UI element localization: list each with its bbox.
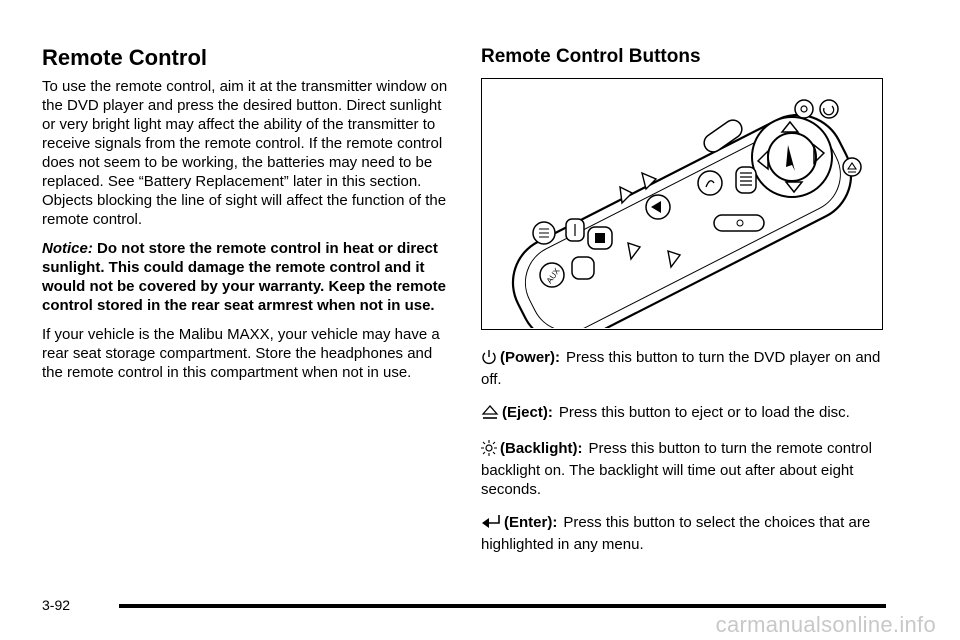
power-item <box>481 348 901 389</box>
notice-label: Notice: <box>42 240 93 257</box>
storage-paragraph: If your vehicle is the Malibu MAXX, your vehicle may have a rear seat storage compartment. Store the headphones and the remote control in this compartment when not in use. <box>42 326 440 381</box>
eject-button <box>843 158 861 176</box>
notice-text: Do not store the remote control in heat or direct sunlight. This could damage the remote control and it would not be covered by your warranty. Keep the remote control stored in the rear seat armrest when not in use. <box>42 240 446 314</box>
power-button <box>820 100 838 118</box>
backlight-item <box>481 439 901 499</box>
volume-button <box>566 219 584 241</box>
eject-description: Press this button to eject or to load the disc. <box>558 404 850 421</box>
enter-description: Press this button to select the choices that are highlighted in any menu. <box>481 514 871 553</box>
eject-term: (Eject): <box>502 404 553 421</box>
backlight-button <box>795 100 813 118</box>
play-pause-button <box>646 195 670 219</box>
power-term: (Power): <box>500 349 560 366</box>
eject-item <box>481 403 901 425</box>
right-column <box>481 44 901 568</box>
enter-item <box>481 513 901 554</box>
backlight-term: (Backlight): <box>500 440 583 457</box>
page-number: 3-92 <box>42 597 71 613</box>
buttons-title: Remote Control Buttons <box>481 46 701 67</box>
square-button <box>572 257 594 279</box>
directional-pad <box>752 117 832 197</box>
intro-paragraph: To use the remote control, aim it at the transmitter window on the DVD player and press the desired button. Direct sunlight or very bright light may affect the ability of the transmitter to receive signals from the remote control. If the remote control does not seem to be working, the batteries may need to be replaced. See “Battery Replacement” later in this section. Objects blocking the line of sight will affect the function of the remote control. <box>42 78 448 228</box>
enter-term: (Enter): <box>504 514 558 531</box>
audio-button <box>698 171 722 195</box>
aux-label: AUX <box>544 266 562 286</box>
aux-button <box>540 263 564 287</box>
remote-control-illustration <box>481 78 883 330</box>
backlight-description: Press this button to turn the remote control backlight on. The backlight will time out after about eight seconds. <box>481 440 872 498</box>
section-title: Remote Control <box>42 45 207 70</box>
footer-rule <box>119 604 886 608</box>
left-column <box>42 44 452 392</box>
eject-icon <box>481 404 499 425</box>
stop-button <box>588 227 612 249</box>
power-icon <box>481 349 497 370</box>
watermark: carmanualsonline.info <box>715 612 936 637</box>
backlight-icon <box>481 440 497 461</box>
bottom-rocker <box>714 215 764 231</box>
menu-button <box>736 167 756 193</box>
display-button <box>533 222 555 244</box>
power-description: Press this button to turn the DVD player on and off. <box>481 349 881 388</box>
notice-paragraph <box>42 239 452 315</box>
enter-icon <box>481 514 501 535</box>
